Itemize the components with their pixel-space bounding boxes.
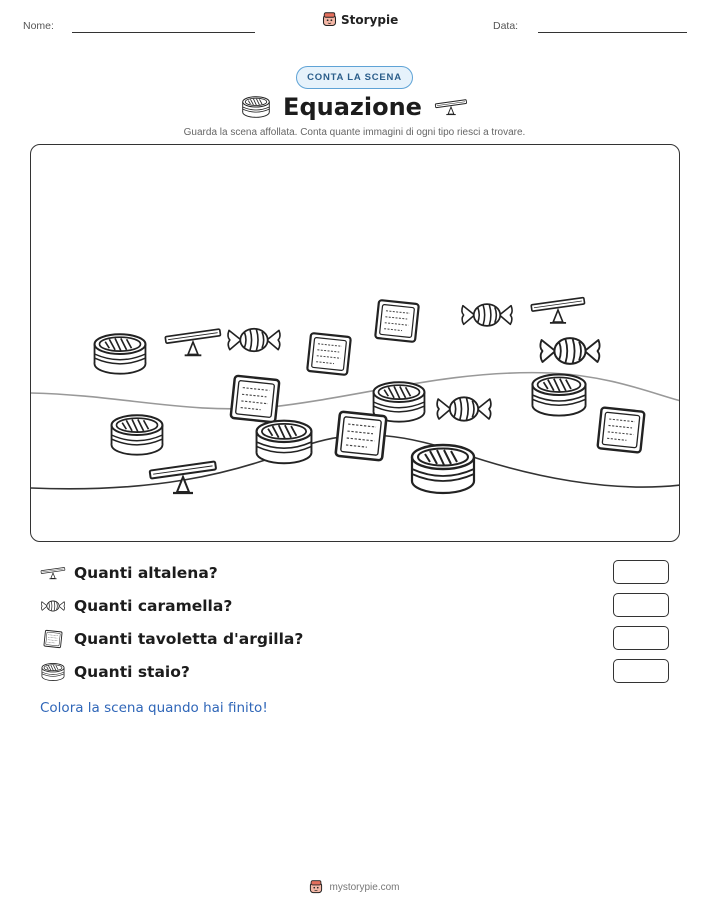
coloring-note: Colora la scena quando hai finito! <box>40 700 268 716</box>
title-row <box>0 93 709 121</box>
staio-icon <box>241 95 271 119</box>
counting-scene <box>30 144 680 542</box>
instructions: Guarda la scena affollata. Conta quante immagini di ogni tipo riesci a trovare. <box>183 127 526 138</box>
scene-staio-icon <box>532 374 585 415</box>
name-label: Nome: <box>23 20 54 32</box>
question-text: Quanti staio? <box>74 663 190 681</box>
question-text: Quanti altalena? <box>74 564 218 582</box>
scene-caramella-icon <box>462 304 512 326</box>
scene-tavoletta-icon <box>375 300 419 342</box>
answer-box[interactable] <box>613 659 669 683</box>
scene-caramella-icon <box>228 329 280 352</box>
question-row <box>40 659 670 685</box>
scene-staio-icon <box>112 415 163 454</box>
brand-name: Storypie <box>341 12 399 27</box>
scene-tavoletta-icon <box>307 333 351 375</box>
scene-altalena-icon <box>165 329 220 355</box>
date-label: Data: <box>493 20 519 32</box>
caramella-icon <box>40 594 66 618</box>
scene-staio-icon <box>257 421 312 464</box>
scene-caramella-icon <box>437 397 491 420</box>
altalena-icon <box>434 97 468 117</box>
question-text: Quanti tavoletta d'argilla? <box>74 630 304 648</box>
storypie-mascot-icon <box>322 12 337 27</box>
staio-icon <box>40 660 66 684</box>
scene-tavoletta-icon <box>231 376 280 423</box>
answer-box[interactable] <box>613 593 669 617</box>
question-text: Quanti caramella? <box>74 597 233 615</box>
page-title: Equazione <box>283 93 422 121</box>
answer-box[interactable] <box>613 626 669 650</box>
answer-box[interactable] <box>613 560 669 584</box>
scene-altalena-icon <box>531 297 585 322</box>
scene-badge <box>296 66 413 89</box>
storypie-mascot-icon <box>309 880 323 894</box>
altalena-icon <box>40 561 66 585</box>
scene-staio-icon <box>95 334 146 373</box>
site-url[interactable]: mystorypie.com <box>329 881 400 893</box>
scene-altalena-icon <box>150 461 216 493</box>
scene-staio-icon <box>412 445 474 493</box>
tavoletta-icon <box>40 627 66 651</box>
question-row <box>40 593 670 619</box>
badge-text: CONTA LA SCENA <box>307 72 402 83</box>
scene-tavoletta-icon <box>335 412 386 461</box>
storypie-logo <box>322 12 398 27</box>
date-line[interactable] <box>538 32 687 33</box>
name-line[interactable] <box>72 32 255 33</box>
question-row <box>40 560 670 586</box>
scene-caramella-icon <box>540 338 599 364</box>
scene-tavoletta-icon <box>597 407 644 452</box>
site-footer <box>0 880 709 894</box>
scene-drawing <box>31 145 680 542</box>
question-row <box>40 626 670 652</box>
